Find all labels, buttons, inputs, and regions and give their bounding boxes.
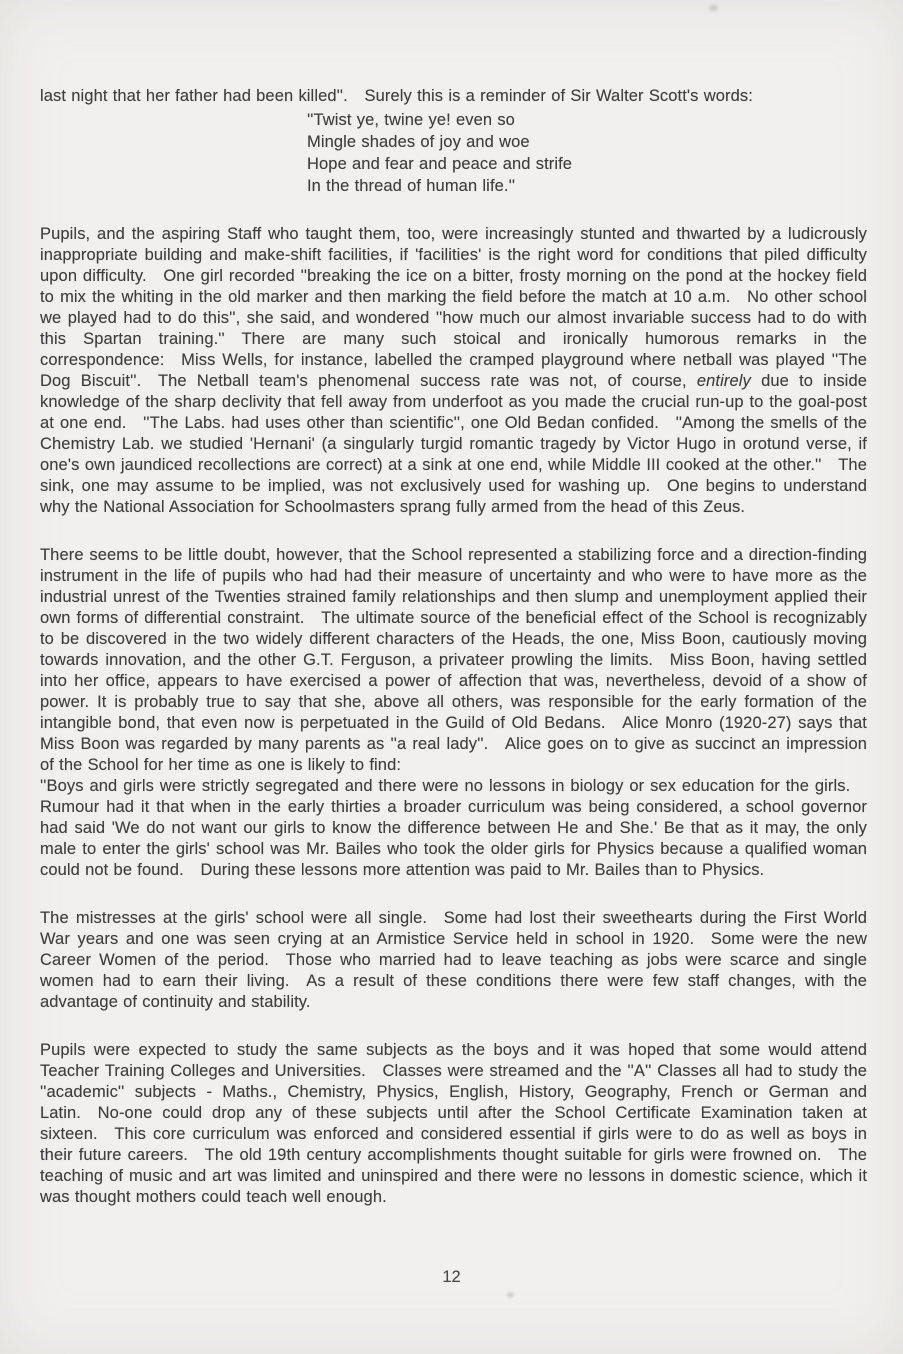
page-text-block [40, 86, 867, 1208]
paragraph-pupils-and-staff: Pupils, and the aspiring Staff who taught them, too, were increasingly stunted and thwarted by a ludicrously inappropriate building and make-shift facilities, if 'facilities' is the right word for conditions that piled difficulty upon difficulty. One girl recorded ''breaking the ice on a bitter, frosty morning on the pond at the hockey field to mix the whiting in the old marker and then marking the field before the match at 10 a.m. No other school we played had to do this'', she said, and wondered ''how much our almost invariable success had to do with this Spartan training.'' There are many such stoical and ironically humorous remarks in the correspondence: Miss Wells, for instance, labelled the cramped playground where netball was played ''The Dog Biscuit''. The Netball team's phenomenal success rate was not, of course, entirely due to inside knowledge of the sharp declivity that fell away from underfoot as you made the crucial run-up to the goal-post at one end. ''The Labs. had uses other than scientific'', one Old Bedan confided. ''Among the smells of the Chemistry Lab. we studied 'Hernani' (a singularly turgid romantic tragedy by Victor Hugo in orotund verse, if one's own jaundiced recollections are correct) at a sink at one end, while Middle III cooked at the other.'' The sink, one may assume to be implied, was not exclusively used for washing up. One begins to understand why the National Association for Schoolmasters sprang fully armed from the head of this Zeus. [40, 225, 867, 516]
poem-line: Mingle shades of joy and woe [307, 133, 530, 151]
paragraph-pupils-same-subjects: Pupils were expected to study the same subjects as the boys and it was hoped that some would attend Teacher Training Colleges and Universities. Classes were streamed and the ''A'' Classes all had to study the ''academic'' subjects - Maths., Chemistry, Physics, English, History, Geography, French or German and Latin. No-one could drop any of these subjects until after the School Certificate Examination taken at sixteen. This core curriculum was enforced and considered essential if girls were to do as well as boys in their future careers. The old 19th century accomplishments thought suitable for girls were frowned on. The teaching of music and art was limited and uninspired and there were no lessons in domestic science, which it was thought mothers could teach well enough. [40, 1041, 867, 1206]
poem-line: In the thread of human life.'' [307, 177, 516, 195]
paragraph-boys-and-girls-quote: ''Boys and girls were strictly segregated and there were no lessons in biology or sex education for the girls. Rumour had it that when in the early thirties a broader curriculum was being considered, a school governor had said 'We do not want our girls to know the difference between He and She.' Be that as it may, the only male to enter the girls' school was Mr. Bailes who took the older girls for Physics because a qualified woman could not be found. During these lessons more attention was paid to Mr. Bailes than to Physics. [40, 777, 867, 879]
paragraph-mistresses-single: The mistresses at the girls' school were all single. Some had lost their sweethearts during the First World War years and one was seen crying at an Armistice Service held in school in 1920. Some were the new Career Women of the period. Those who married had to leave teaching as jobs were scarce and single women had to earn their living. As a result of these conditions there were few staff changes, with the advantage of continuity and stability. [40, 909, 867, 1011]
scan-artifact [507, 1292, 514, 1298]
poem-quote [307, 109, 867, 197]
scan-artifact [709, 5, 718, 11]
poem-line: ''Twist ye, twine ye! even so [307, 111, 515, 129]
page-number: 12 [442, 1268, 461, 1286]
lead-line: last night that her father had been killed''. Surely this is a reminder of Sir Walter Scott's words: [40, 87, 753, 105]
paragraph-school-stabilizing-force: There seems to be little doubt, however, that the School represented a stabilizing force and a direction-finding instrument in the life of pupils who had had their measure of uncertainty and who were to have more as the industrial unrest of the Twenties strained family relationships and then slump and unemployment applied their own forms of differential constraint. The ultimate source of the beneficial effect of the School is recognizably to be discovered in the two widely different characters of the Heads, the one, Miss Boon, cautiously moving towards innovation, and the other G.T. Ferguson, a privateer prowling the limits. Miss Boon, having settled into her office, appears to have exercised a power of affection that was, nevertheless, devoid of a show of power. It is probably true to say that she, above all others, was responsible for the early formation of the intangible bond, that even now is perpetuated in the Guild of Old Bedans. Alice Monro (1920-27) says that Miss Boon was regarded by many parents as ''a real lady''. Alice goes on to give as succinct an impression of the School for her time as one is likely to find: [40, 546, 867, 774]
poem-line: Hope and fear and peace and strife [307, 155, 573, 173]
